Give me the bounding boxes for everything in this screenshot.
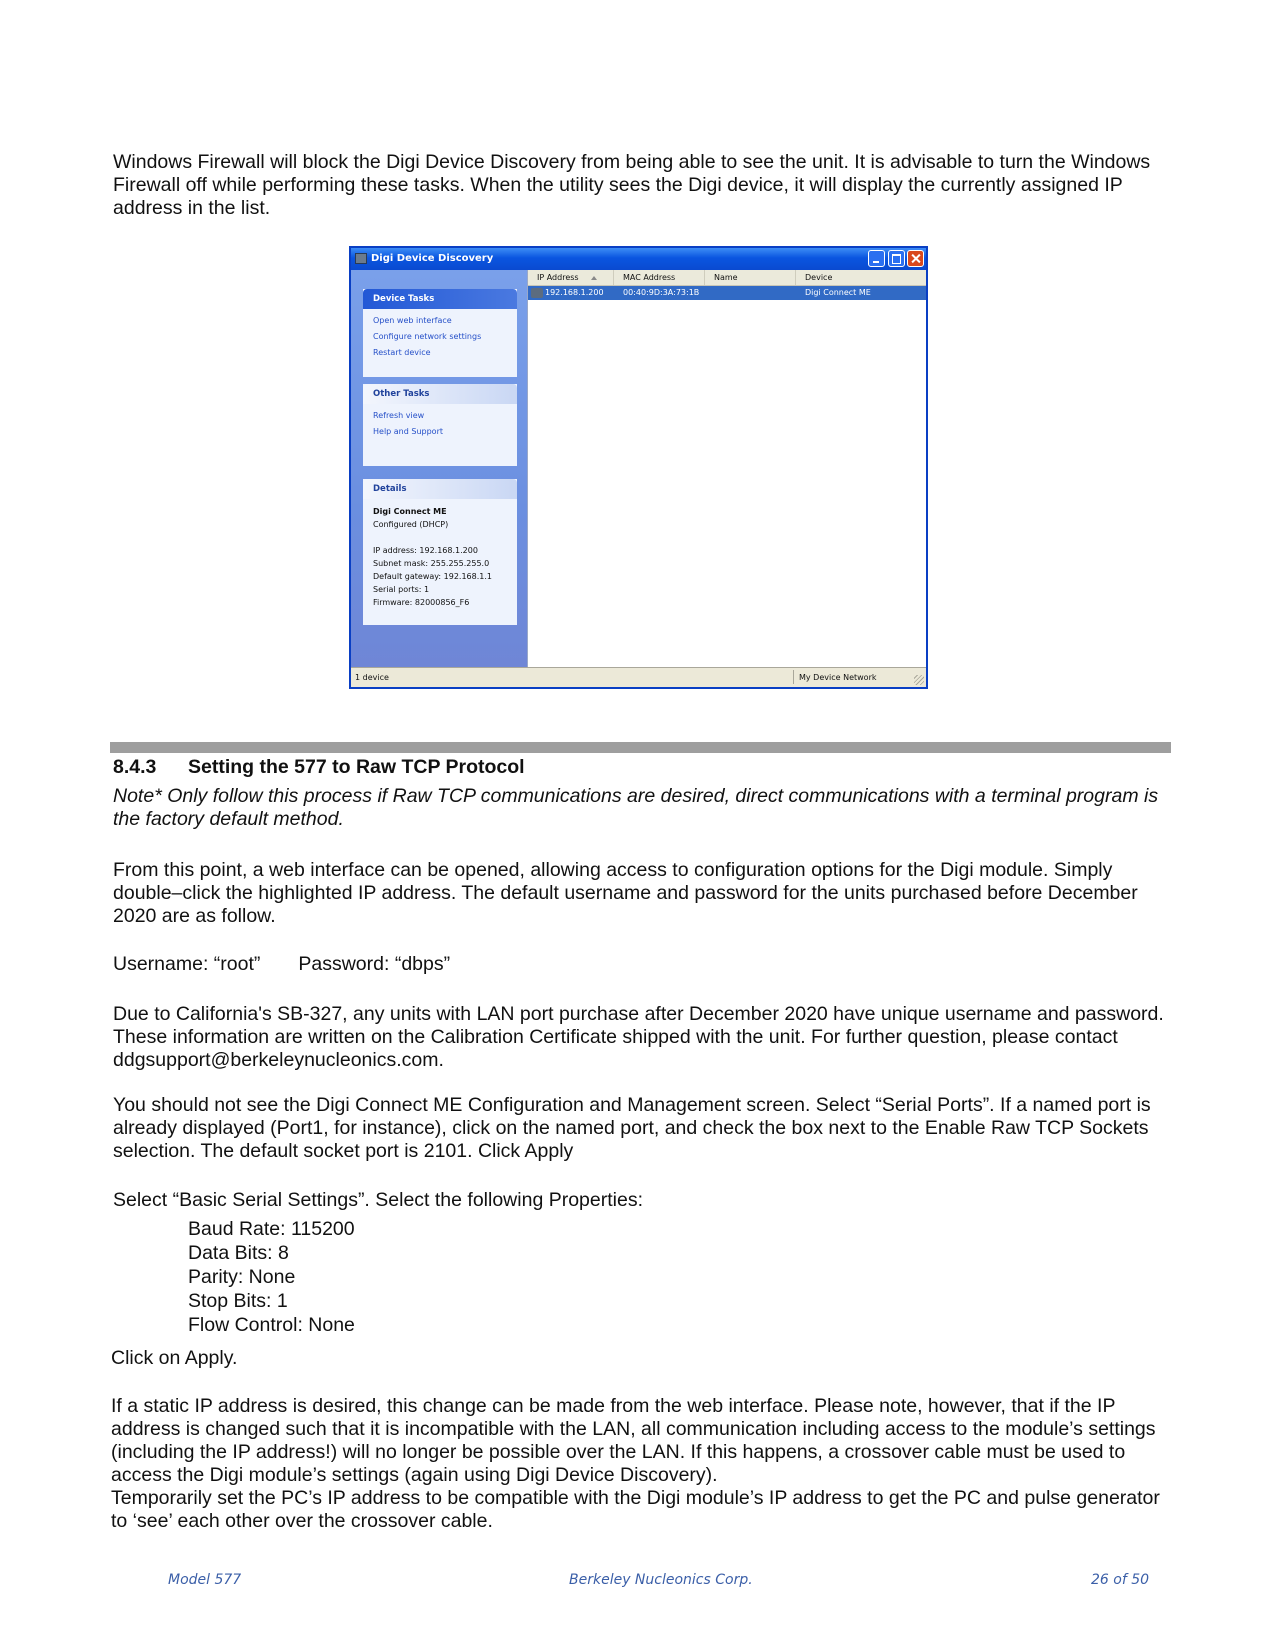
help-and-support-link[interactable]: Help and Support — [373, 427, 443, 436]
other-tasks-panel — [363, 384, 517, 466]
row-device: Digi Connect ME — [805, 288, 871, 297]
details-header[interactable]: Details — [363, 479, 517, 499]
configure-network-settings-link[interactable]: Configure network settings — [373, 332, 482, 341]
section-title: Setting the 577 to Raw TCP Protocol — [188, 756, 525, 778]
refresh-view-link[interactable]: Refresh view — [373, 411, 425, 420]
password-text: Password: “dbps” — [298, 953, 451, 975]
resize-grip-icon[interactable] — [914, 675, 924, 685]
static-ip-text: If a static IP address is desired, this change can be made from the web interface. Please note, however, that if the IP address is changed such that it is incompatible with the LAN, all communication including access to the module’s settings (including the IP address!) will no longer be possible over the LAN. If this happens, a crossover cable must be used to access the Digi module’s settings (again using Digi Device Discovery). — [111, 1395, 1156, 1486]
detail-firmware: Firmware: 82000856_F6 — [373, 598, 470, 607]
section-divider — [110, 742, 1171, 753]
detail-subnet: Subnet mask: 255.255.255.0 — [373, 559, 490, 568]
list-header — [528, 270, 926, 286]
device-list — [527, 270, 926, 668]
list-item: Stop Bits: 1 — [188, 1290, 288, 1312]
list-item: Flow Control: None — [188, 1314, 355, 1336]
list-item[interactable] — [528, 286, 926, 300]
task-pane — [351, 270, 527, 668]
device-name: Digi Connect ME — [373, 507, 447, 516]
app-icon — [355, 253, 367, 264]
list-item: Baud Rate: 115200 — [188, 1218, 355, 1240]
detail-serial-ports: Serial ports: 1 — [373, 585, 430, 594]
status-network: My Device Network — [799, 673, 877, 682]
close-button[interactable] — [907, 250, 924, 267]
username-text: Username: “root” — [113, 953, 261, 975]
static-ip-paragraph — [111, 1395, 1175, 1533]
click-apply-text: Click on Apply. — [111, 1347, 238, 1369]
section-number: 8.4.3 — [113, 756, 157, 778]
web-interface-paragraph: From this point, a web interface can be opened, allowing access to configuration options for the Digi module. Simply double–click the highlighted IP address. The default username and password for the units purchased before December 2020 are as follow. — [113, 859, 1138, 927]
window-title: Digi Device Discovery — [371, 253, 494, 264]
credentials-line — [113, 953, 450, 976]
column-device[interactable]: Device — [805, 273, 833, 282]
sort-ascending-icon — [591, 276, 597, 280]
properties-list — [188, 1217, 355, 1337]
crossover-text: Temporarily set the PC’s IP address to be compatible with the Digi module’s IP address to get the PC and pulse generator to ‘see’ each other over the crossover cable. — [111, 1487, 1160, 1532]
digi-device-discovery-window — [349, 246, 928, 689]
detail-ip: IP address: 192.168.1.200 — [373, 546, 478, 555]
details-panel — [363, 479, 517, 625]
row-ip: 192.168.1.200 — [545, 288, 604, 297]
other-tasks-header[interactable]: Other Tasks — [363, 384, 517, 404]
column-mac-address[interactable]: MAC Address — [614, 270, 705, 285]
basic-serial-settings-paragraph: Select “Basic Serial Settings”. Select the following Properties: — [113, 1189, 643, 1211]
footer-company: Berkeley Nucleonics Corp. — [569, 1572, 753, 1588]
maximize-button[interactable] — [888, 250, 905, 267]
serial-ports-paragraph: You should not see the Digi Connect ME Configuration and Management screen. Select “Serial Ports”. If a named port is already displayed (Port1, for instance), click on the named port, and check the box next to the Enable Raw TCP Sockets selection. The default socket port is 2101. Click Apply — [113, 1094, 1151, 1162]
status-device-count: 1 device — [355, 673, 389, 682]
column-ip-address[interactable]: IP Address — [528, 270, 614, 285]
section-heading — [113, 756, 525, 779]
footer-model: Model 577 — [168, 1572, 242, 1588]
note-paragraph: Note* Only follow this process if Raw TCP communications are desired, direct communications with a terminal program is the factory default method. — [113, 785, 1159, 830]
open-web-interface-link[interactable]: Open web interface — [373, 316, 452, 325]
restart-device-link[interactable]: Restart device — [373, 348, 431, 357]
sb327-paragraph: Due to California's SB-327, any units with LAN port purchase after December 2020 have unique username and password. These information are written on the Calibration Certificate shipped with the unit. For further question, please contact ddgsupport@berkeleynucleonics.com. — [113, 1003, 1164, 1071]
list-item: Data Bits: 8 — [188, 1242, 289, 1264]
detail-gateway: Default gateway: 192.168.1.1 — [373, 572, 492, 581]
row-mac: 00:40:9D:3A:73:1B — [623, 288, 700, 297]
device-status: Configured (DHCP) — [373, 520, 449, 529]
intro-paragraph: Windows Firewall will block the Digi Device Discovery from being able to see the unit. It is advisable to turn the Windows Firewall off while performing these tasks. When the utility sees the Digi device, it will display the currently assigned IP address in the list. — [113, 151, 1151, 219]
list-item: Parity: None — [188, 1266, 296, 1288]
footer-page-number: 26 of 50 — [1091, 1572, 1150, 1588]
status-bar — [351, 667, 926, 687]
device-tasks-panel — [363, 289, 517, 377]
window-titlebar[interactable] — [351, 248, 926, 270]
device-tasks-header[interactable]: Device Tasks — [363, 289, 517, 309]
column-name[interactable]: Name — [705, 270, 796, 285]
network-device-icon — [531, 288, 543, 298]
minimize-button[interactable] — [868, 250, 885, 267]
